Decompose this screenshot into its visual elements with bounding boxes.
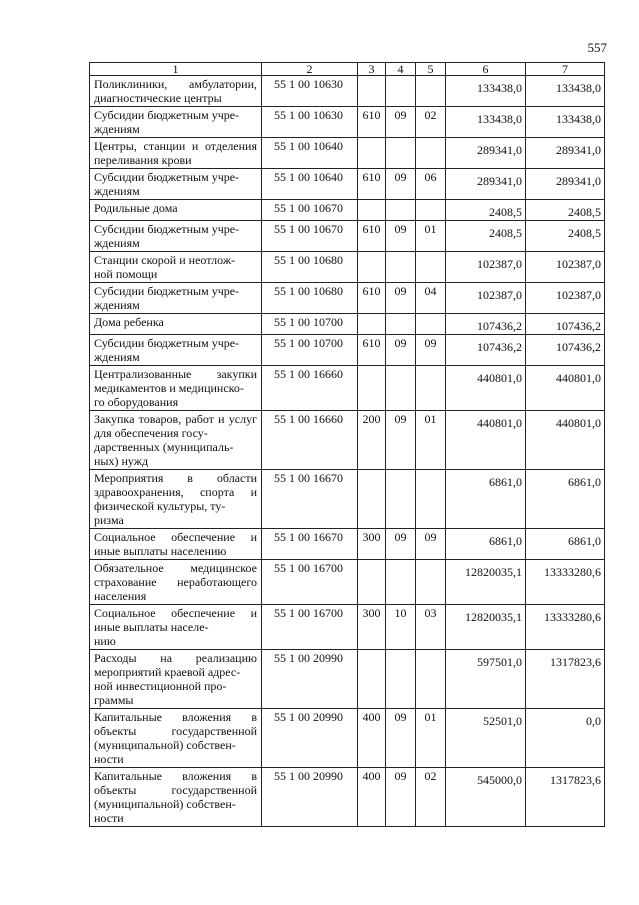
amount-col7-cell bbox=[526, 366, 605, 411]
amount-col6-cell bbox=[446, 366, 526, 411]
table-row bbox=[90, 138, 605, 169]
section-cell: 09 bbox=[386, 107, 416, 138]
amount-col6-value: 12820035,1 bbox=[465, 610, 522, 624]
expense-type-cell: 610 bbox=[358, 169, 386, 200]
section-cell: 09 bbox=[386, 709, 416, 768]
table-body bbox=[90, 76, 605, 827]
expense-type-cell bbox=[358, 76, 386, 107]
expense-type-cell bbox=[358, 560, 386, 605]
amount-col7-value: 289341,0 bbox=[556, 174, 601, 188]
header-col-5: 5 bbox=[416, 63, 446, 76]
amount-col7-cell bbox=[526, 768, 605, 827]
amount-col7-value: 6861,0 bbox=[568, 475, 601, 489]
section-cell bbox=[386, 366, 416, 411]
amount-col6-value: 2408,5 bbox=[489, 205, 522, 219]
target-code-cell: 55 1 00 10630 bbox=[262, 107, 358, 138]
amount-col6-value: 289341,0 bbox=[477, 174, 522, 188]
subsection-cell bbox=[416, 650, 446, 709]
expense-type-cell bbox=[358, 650, 386, 709]
amount-col6-value: 102387,0 bbox=[477, 288, 522, 302]
section-cell: 09 bbox=[386, 768, 416, 827]
header-col-7: 7 bbox=[526, 63, 605, 76]
expense-name-cell: Обязательное медицинское страхование неработающего населения bbox=[90, 560, 262, 605]
target-code-cell: 55 1 00 10630 bbox=[262, 76, 358, 107]
amount-col7-cell bbox=[526, 335, 605, 366]
expense-name-cell: Центры, станции и отделения переливания крови bbox=[90, 138, 262, 169]
amount-col7-value: 13333280,6 bbox=[544, 610, 601, 624]
subsection-cell bbox=[416, 252, 446, 283]
amount-col6-value: 52501,0 bbox=[483, 714, 522, 728]
section-cell bbox=[386, 252, 416, 283]
amount-col7-value: 2408,5 bbox=[568, 226, 601, 240]
subsection-cell bbox=[416, 200, 446, 221]
amount-col7-cell bbox=[526, 283, 605, 314]
subsection-cell bbox=[416, 76, 446, 107]
amount-col7-value: 2408,5 bbox=[568, 205, 601, 219]
subsection-cell: 02 bbox=[416, 768, 446, 827]
target-code-cell: 55 1 00 10700 bbox=[262, 335, 358, 366]
table-row bbox=[90, 366, 605, 411]
target-code-cell: 55 1 00 16670 bbox=[262, 529, 358, 560]
amount-col6-cell bbox=[446, 221, 526, 252]
amount-col7-value: 1317823,6 bbox=[550, 773, 601, 787]
section-cell: 09 bbox=[386, 169, 416, 200]
expense-name-cell: Централизованные закупки медикаментов и медицинско- го оборудования bbox=[90, 366, 262, 411]
amount-col6-cell bbox=[446, 768, 526, 827]
table-row bbox=[90, 252, 605, 283]
amount-col6-value: 107436,2 bbox=[477, 340, 522, 354]
amount-col6-cell bbox=[446, 169, 526, 200]
expense-name-cell: Субсидии бюджетным учре- ждениям bbox=[90, 283, 262, 314]
amount-col6-value: 545000,0 bbox=[477, 773, 522, 787]
page-number: 557 bbox=[587, 40, 607, 55]
target-code-cell: 55 1 00 10640 bbox=[262, 138, 358, 169]
target-code-cell: 55 1 00 16670 bbox=[262, 470, 358, 529]
section-cell: 09 bbox=[386, 335, 416, 366]
expense-name-cell: Субсидии бюджетным учре- ждениям bbox=[90, 169, 262, 200]
expense-type-cell bbox=[358, 366, 386, 411]
target-code-cell: 55 1 00 16700 bbox=[262, 605, 358, 650]
expense-type-cell: 200 bbox=[358, 411, 386, 470]
expense-name-cell: Социальное обеспечение и иные выплаты населению bbox=[90, 529, 262, 560]
expense-name-cell: Станции скорой и неотлож- ной помощи bbox=[90, 252, 262, 283]
amount-col7-cell bbox=[526, 470, 605, 529]
section-cell: 09 bbox=[386, 529, 416, 560]
amount-col7-cell bbox=[526, 650, 605, 709]
table-row bbox=[90, 221, 605, 252]
amount-col7-value: 107436,2 bbox=[556, 340, 601, 354]
table-row bbox=[90, 768, 605, 827]
expense-type-cell: 300 bbox=[358, 605, 386, 650]
amount-col7-value: 440801,0 bbox=[556, 371, 601, 385]
amount-col7-value: 107436,2 bbox=[556, 319, 601, 333]
table-row bbox=[90, 411, 605, 470]
amount-col6-cell bbox=[446, 470, 526, 529]
target-code-cell: 55 1 00 10670 bbox=[262, 221, 358, 252]
amount-col7-cell bbox=[526, 76, 605, 107]
subsection-cell: 01 bbox=[416, 221, 446, 252]
amount-col6-cell bbox=[446, 314, 526, 335]
amount-col7-cell bbox=[526, 138, 605, 169]
expense-name-cell: Поликлиники, амбулатории, диагностические центры bbox=[90, 76, 262, 107]
expense-name-cell: Капитальные вложения в объекты государственной (муниципальной) собствен- ности bbox=[90, 709, 262, 768]
table-row bbox=[90, 529, 605, 560]
section-cell bbox=[386, 470, 416, 529]
amount-col6-cell bbox=[446, 76, 526, 107]
target-code-cell: 55 1 00 16660 bbox=[262, 411, 358, 470]
amount-col7-value: 0,0 bbox=[586, 714, 601, 728]
amount-col6-value: 440801,0 bbox=[477, 371, 522, 385]
amount-col6-value: 6861,0 bbox=[489, 475, 522, 489]
target-code-cell: 55 1 00 20990 bbox=[262, 650, 358, 709]
amount-col7-value: 289341,0 bbox=[556, 143, 601, 157]
expense-type-cell: 400 bbox=[358, 768, 386, 827]
amount-col7-cell bbox=[526, 709, 605, 768]
amount-col6-cell bbox=[446, 560, 526, 605]
expense-type-cell bbox=[358, 314, 386, 335]
expense-name-cell: Социальное обеспечение и иные выплаты населе- нию bbox=[90, 605, 262, 650]
amount-col7-value: 133438,0 bbox=[556, 81, 601, 95]
amount-col6-cell bbox=[446, 650, 526, 709]
amount-col6-value: 6861,0 bbox=[489, 534, 522, 548]
table-row bbox=[90, 470, 605, 529]
expense-type-cell: 300 bbox=[358, 529, 386, 560]
expense-type-cell: 610 bbox=[358, 221, 386, 252]
expense-name-cell: Закупка товаров, работ и услуг для обеспечения госу- дарственных (муниципаль- ных) нужд bbox=[90, 411, 262, 470]
expense-name-cell: Субсидии бюджетным учре- ждениям bbox=[90, 221, 262, 252]
amount-col7-cell bbox=[526, 411, 605, 470]
amount-col6-value: 102387,0 bbox=[477, 257, 522, 271]
amount-col6-cell bbox=[446, 709, 526, 768]
table-row bbox=[90, 560, 605, 605]
subsection-cell: 01 bbox=[416, 709, 446, 768]
amount-col7-value: 440801,0 bbox=[556, 416, 601, 430]
amount-col6-value: 289341,0 bbox=[477, 143, 522, 157]
target-code-cell: 55 1 00 10670 bbox=[262, 200, 358, 221]
section-cell bbox=[386, 76, 416, 107]
table-row bbox=[90, 709, 605, 768]
expense-name-cell: Капитальные вложения в объекты государственной (муниципальной) собствен- ности bbox=[90, 768, 262, 827]
expense-name-cell: Субсидии бюджетным учре- ждениям bbox=[90, 335, 262, 366]
amount-col6-value: 107436,2 bbox=[477, 319, 522, 333]
section-cell bbox=[386, 314, 416, 335]
amount-col7-value: 133438,0 bbox=[556, 112, 601, 126]
amount-col6-cell bbox=[446, 107, 526, 138]
amount-col7-cell bbox=[526, 200, 605, 221]
expense-name-cell: Мероприятия в области здравоохранения, спорта и физической культуры, ту- ризма bbox=[90, 470, 262, 529]
expense-name-cell: Родильные дома bbox=[90, 200, 262, 221]
amount-col6-value: 2408,5 bbox=[489, 226, 522, 240]
amount-col6-value: 133438,0 bbox=[477, 81, 522, 95]
amount-col7-cell bbox=[526, 107, 605, 138]
subsection-cell: 03 bbox=[416, 605, 446, 650]
expense-type-cell: 610 bbox=[358, 107, 386, 138]
table-row bbox=[90, 107, 605, 138]
subsection-cell: 01 bbox=[416, 411, 446, 470]
subsection-cell: 09 bbox=[416, 335, 446, 366]
table-row bbox=[90, 283, 605, 314]
amount-col7-cell bbox=[526, 221, 605, 252]
expense-name-cell: Дома ребенка bbox=[90, 314, 262, 335]
subsection-cell bbox=[416, 366, 446, 411]
amount-col6-cell bbox=[446, 252, 526, 283]
amount-col7-cell bbox=[526, 314, 605, 335]
amount-col7-cell bbox=[526, 560, 605, 605]
amount-col6-value: 133438,0 bbox=[477, 112, 522, 126]
amount-col6-cell bbox=[446, 335, 526, 366]
budget-table bbox=[89, 62, 605, 827]
subsection-cell: 04 bbox=[416, 283, 446, 314]
expense-type-cell bbox=[358, 200, 386, 221]
table-row bbox=[90, 605, 605, 650]
target-code-cell: 55 1 00 10640 bbox=[262, 169, 358, 200]
target-code-cell: 55 1 00 20990 bbox=[262, 709, 358, 768]
amount-col7-cell bbox=[526, 529, 605, 560]
table-row bbox=[90, 650, 605, 709]
subsection-cell: 02 bbox=[416, 107, 446, 138]
amount-col6-cell bbox=[446, 200, 526, 221]
subsection-cell bbox=[416, 470, 446, 529]
amount-col6-value: 597501,0 bbox=[477, 655, 522, 669]
amount-col6-cell bbox=[446, 529, 526, 560]
header-col-4: 4 bbox=[386, 63, 416, 76]
table-row bbox=[90, 335, 605, 366]
amount-col6-cell bbox=[446, 138, 526, 169]
expense-type-cell bbox=[358, 138, 386, 169]
amount-col7-value: 102387,0 bbox=[556, 288, 601, 302]
header-col-3: 3 bbox=[358, 63, 386, 76]
expense-type-cell: 400 bbox=[358, 709, 386, 768]
table-row bbox=[90, 200, 605, 221]
target-code-cell: 55 1 00 10680 bbox=[262, 252, 358, 283]
amount-col7-value: 6861,0 bbox=[568, 534, 601, 548]
expense-type-cell bbox=[358, 252, 386, 283]
amount-col7-value: 102387,0 bbox=[556, 257, 601, 271]
section-cell: 09 bbox=[386, 411, 416, 470]
subsection-cell bbox=[416, 138, 446, 169]
amount-col6-cell bbox=[446, 411, 526, 470]
subsection-cell bbox=[416, 314, 446, 335]
target-code-cell: 55 1 00 16660 bbox=[262, 366, 358, 411]
target-code-cell: 55 1 00 10700 bbox=[262, 314, 358, 335]
amount-col7-cell bbox=[526, 605, 605, 650]
header-col-6: 6 bbox=[446, 63, 526, 76]
amount-col7-value: 13333280,6 bbox=[544, 565, 601, 579]
target-code-cell: 55 1 00 16700 bbox=[262, 560, 358, 605]
amount-col7-value: 1317823,6 bbox=[550, 655, 601, 669]
table-row bbox=[90, 169, 605, 200]
amount-col6-value: 440801,0 bbox=[477, 416, 522, 430]
section-cell: 10 bbox=[386, 605, 416, 650]
amount-col7-cell bbox=[526, 252, 605, 283]
section-cell bbox=[386, 650, 416, 709]
expense-type-cell: 610 bbox=[358, 283, 386, 314]
header-col-1: 1 bbox=[90, 63, 262, 76]
section-cell: 09 bbox=[386, 283, 416, 314]
amount-col6-value: 12820035,1 bbox=[465, 565, 522, 579]
section-cell: 09 bbox=[386, 221, 416, 252]
header-row bbox=[90, 63, 605, 76]
header-col-2: 2 bbox=[262, 63, 358, 76]
section-cell bbox=[386, 138, 416, 169]
expense-type-cell bbox=[358, 470, 386, 529]
table-row bbox=[90, 76, 605, 107]
table-row bbox=[90, 314, 605, 335]
target-code-cell: 55 1 00 10680 bbox=[262, 283, 358, 314]
budget-table-container bbox=[89, 62, 604, 827]
amount-col6-cell bbox=[446, 283, 526, 314]
section-cell bbox=[386, 200, 416, 221]
subsection-cell: 06 bbox=[416, 169, 446, 200]
subsection-cell: 09 bbox=[416, 529, 446, 560]
expense-name-cell: Субсидии бюджетным учре- ждениям bbox=[90, 107, 262, 138]
expense-type-cell: 610 bbox=[358, 335, 386, 366]
section-cell bbox=[386, 560, 416, 605]
amount-col7-cell bbox=[526, 169, 605, 200]
target-code-cell: 55 1 00 20990 bbox=[262, 768, 358, 827]
expense-name-cell: Расходы на реализацию мероприятий краевой адрес- ной инвестиционной про- граммы bbox=[90, 650, 262, 709]
subsection-cell bbox=[416, 560, 446, 605]
amount-col6-cell bbox=[446, 605, 526, 650]
